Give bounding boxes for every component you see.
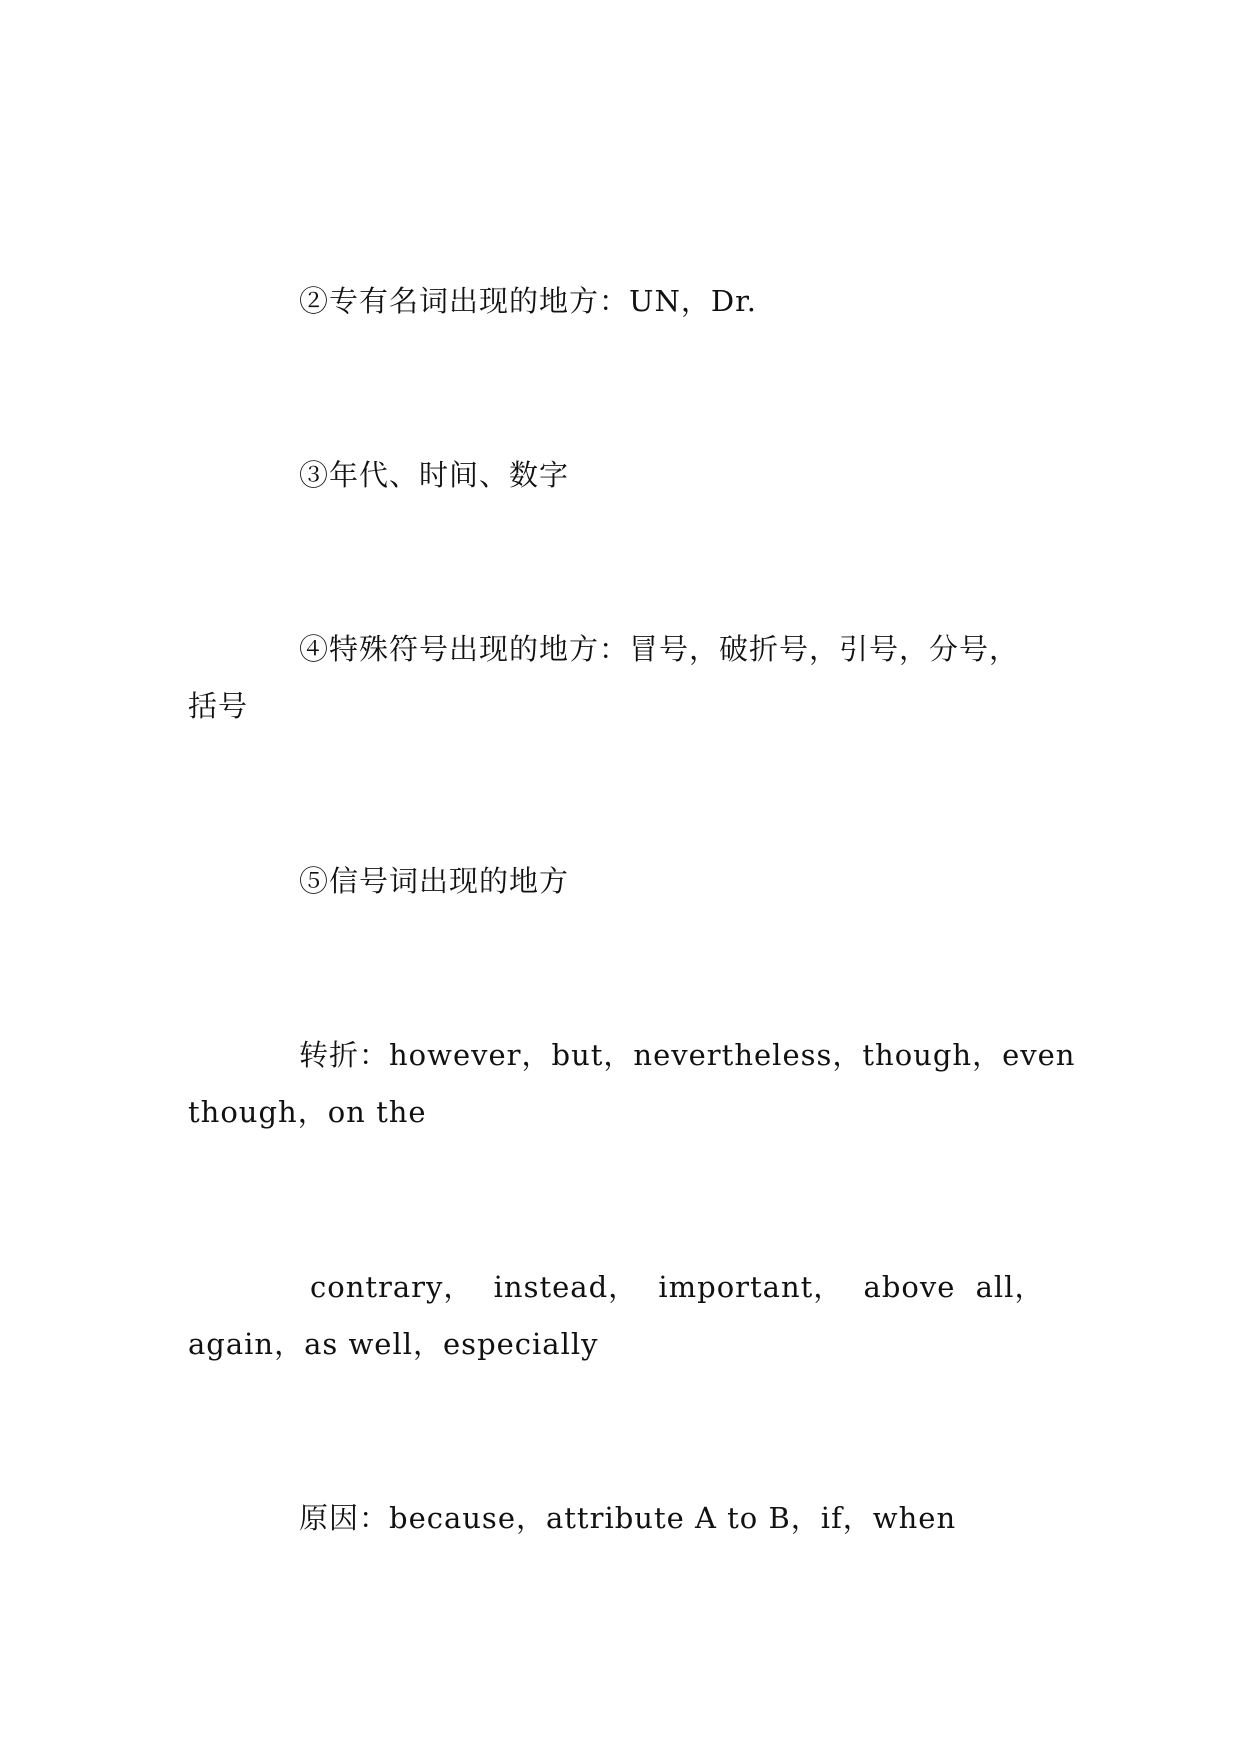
paragraph-contrast-words-continued: though，on the	[188, 1095, 427, 1129]
paragraph-special-symbols-continued: 括号	[188, 689, 249, 723]
paragraph-contrast-words-more: contrary， instead， important， above all，	[310, 1270, 1045, 1304]
paragraph-cause-words: 原因：because，attribute A to B，if，when	[299, 1501, 957, 1535]
paragraph-special-symbols: ④特殊符号出现的地方：冒号，破折号，引号，分号，	[299, 632, 1020, 666]
paragraph-dates-numbers: ③年代、时间、数字	[299, 458, 570, 492]
paragraph-signal-words: ⑤信号词出现的地方	[299, 864, 570, 898]
paragraph-contrast-words: 转折：however，but，nevertheless，though，even	[299, 1038, 1076, 1072]
paragraph-contrast-words-more-continued: again，as well，especially	[188, 1327, 599, 1361]
paragraph-proper-nouns: ②专有名词出现的地方：UN，Dr.	[299, 284, 757, 318]
